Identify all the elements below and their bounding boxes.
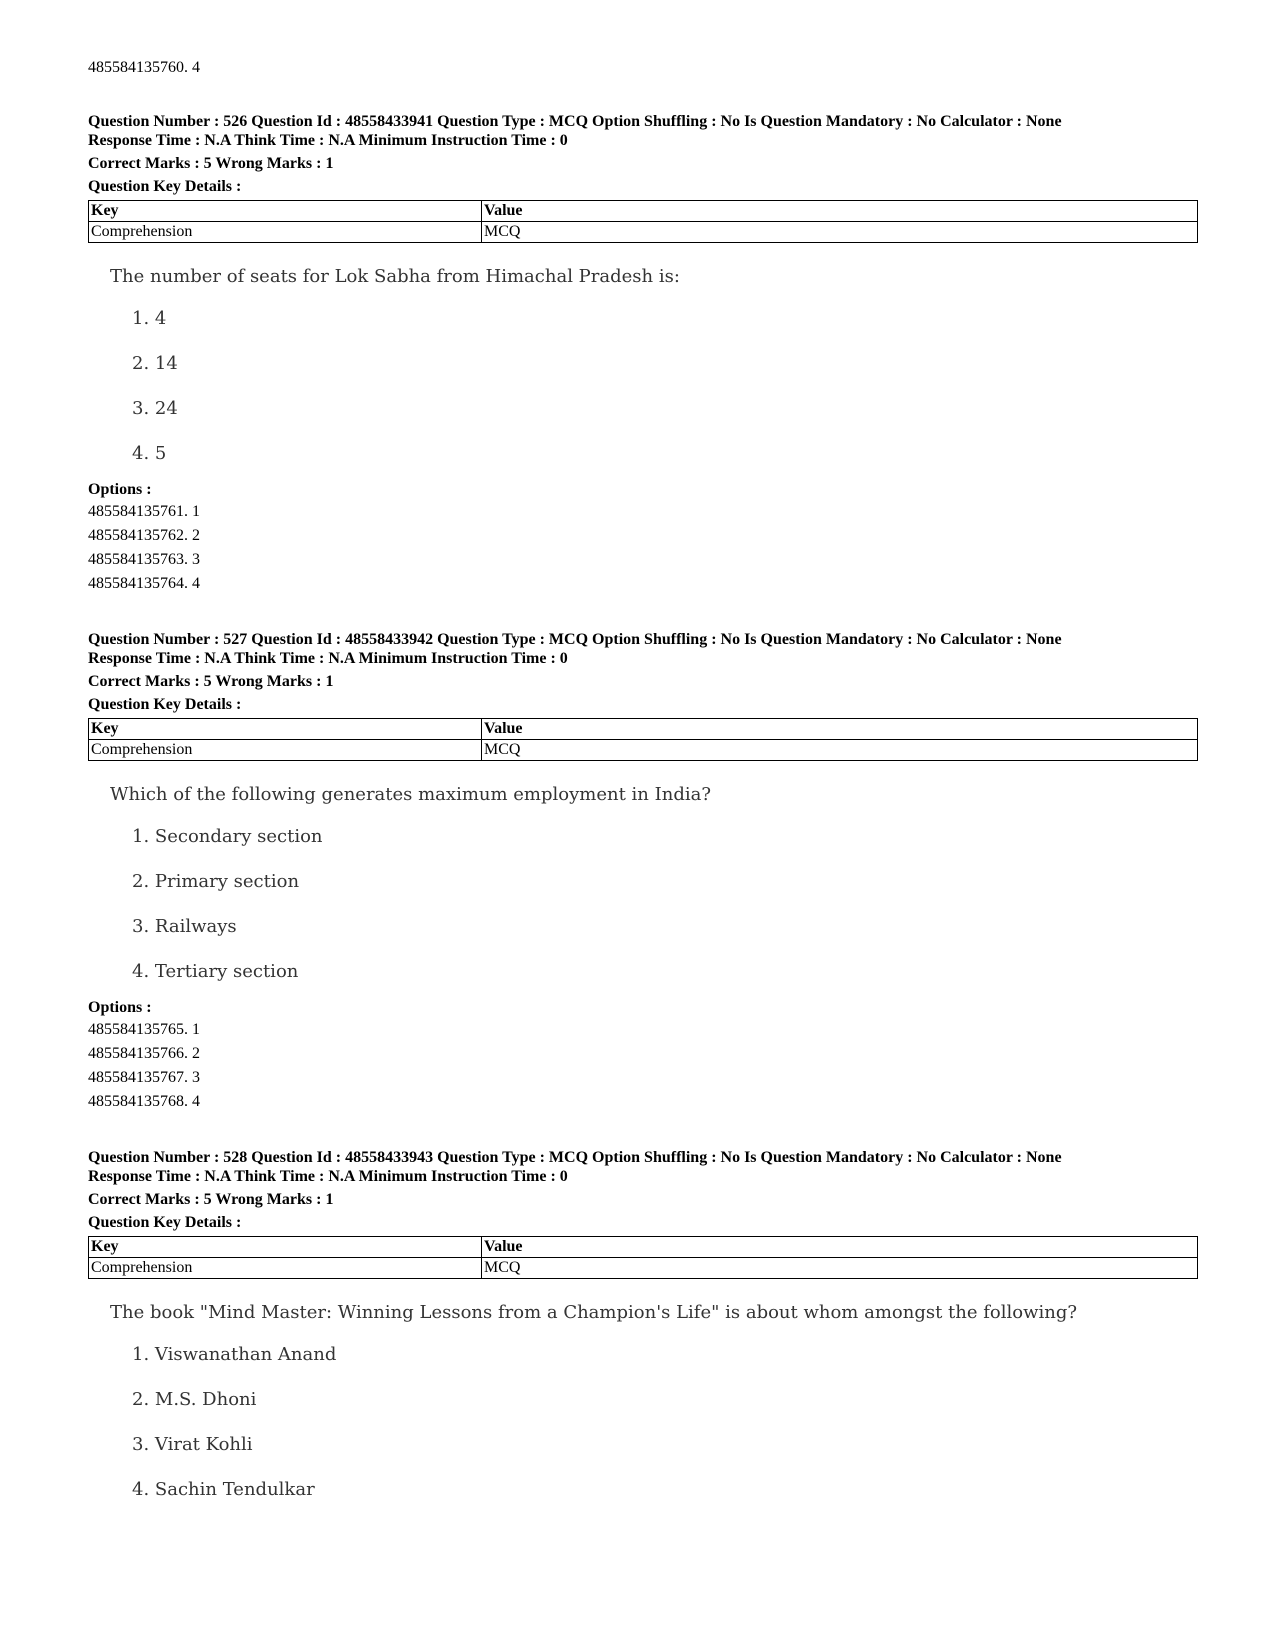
question-key-details-label: Question Key Details : [88,696,242,713]
key-header-cell: Key [89,1237,482,1258]
options-label: Options : [88,481,152,498]
option-id: 485584135764. 4 [88,575,200,592]
choice-list [132,307,1198,466]
choice-item: 3. 24 [132,398,178,419]
choice-item: 4. 5 [132,443,167,464]
question-key-table [88,200,1198,243]
choice-item: 4. Tertiary section [132,961,299,982]
question-marks: Correct Marks : 5 Wrong Marks : 1 [88,673,334,690]
question-stem: Which of the following generates maximum employment in India? [110,784,711,805]
option-id: 485584135761. 1 [88,503,200,520]
question-stem: The book "Mind Master: Winning Lessons from a Champion's Life" is about whom amongst the following? [110,1302,1078,1323]
question-meta-line: Question Number : 528 Question Id : 48558433943 Question Type : MCQ Option Shuffling : No Is Question Mandatory : No Calculator : None [88,1149,1062,1166]
question-block-526 [88,112,1198,596]
key-table-row [89,1258,1198,1279]
value-cell: MCQ [482,740,1198,761]
key-table-row [89,740,1198,761]
question-meta-line: Question Number : 527 Question Id : 48558433942 Question Type : MCQ Option Shuffling : No Is Question Mandatory : No Calculator : None [88,631,1062,648]
choice-item: 3. Railways [132,916,237,937]
choice-list [132,1343,1198,1502]
question-marks: Correct Marks : 5 Wrong Marks : 1 [88,155,334,172]
option-id: 485584135762. 2 [88,527,200,544]
options-label: Options : [88,999,152,1016]
option-id: 485584135768. 4 [88,1093,200,1110]
value-header-cell: Value [482,201,1198,222]
question-block-527 [88,630,1198,1114]
choice-item: 1. 4 [132,308,167,329]
question-block-528 [88,1148,1198,1502]
value-cell: MCQ [482,1258,1198,1279]
choice-item: 2. M.S. Dhoni [132,1389,257,1410]
choice-item: 1. Viswanathan Anand [132,1344,337,1365]
option-id: 485584135763. 3 [88,551,200,568]
key-table-header-row [89,719,1198,740]
trailing-option-id: 485584135760. 4 [88,59,200,76]
key-cell: Comprehension [89,222,482,243]
question-timing-line: Response Time : N.A Think Time : N.A Minimum Instruction Time : 0 [88,1168,568,1185]
option-id: 485584135765. 1 [88,1021,200,1038]
question-timing-line: Response Time : N.A Think Time : N.A Minimum Instruction Time : 0 [88,650,568,667]
key-header-cell: Key [89,201,482,222]
option-id: 485584135767. 3 [88,1069,200,1086]
choice-item: 2. Primary section [132,871,300,892]
key-header-cell: Key [89,719,482,740]
document-page [88,58,1198,1536]
key-table-row [89,222,1198,243]
question-key-details-label: Question Key Details : [88,1214,242,1231]
question-key-table [88,1236,1198,1279]
key-table-header-row [89,201,1198,222]
key-cell: Comprehension [89,1258,482,1279]
value-header-cell: Value [482,1237,1198,1258]
question-meta-line: Question Number : 526 Question Id : 48558433941 Question Type : MCQ Option Shuffling : No Is Question Mandatory : No Calculator : None [88,113,1062,130]
key-cell: Comprehension [89,740,482,761]
choice-item: 4. Sachin Tendulkar [132,1479,315,1500]
choice-item: 2. 14 [132,353,178,374]
choice-item: 1. Secondary section [132,826,323,847]
key-table-header-row [89,1237,1198,1258]
option-id: 485584135766. 2 [88,1045,200,1062]
question-timing-line: Response Time : N.A Think Time : N.A Minimum Instruction Time : 0 [88,132,568,149]
question-key-details-label: Question Key Details : [88,178,242,195]
value-cell: MCQ [482,222,1198,243]
question-stem: The number of seats for Lok Sabha from Himachal Pradesh is: [110,266,680,287]
choice-item: 3. Virat Kohli [132,1434,253,1455]
value-header-cell: Value [482,719,1198,740]
question-key-table [88,718,1198,761]
question-marks: Correct Marks : 5 Wrong Marks : 1 [88,1191,334,1208]
choice-list [132,825,1198,984]
